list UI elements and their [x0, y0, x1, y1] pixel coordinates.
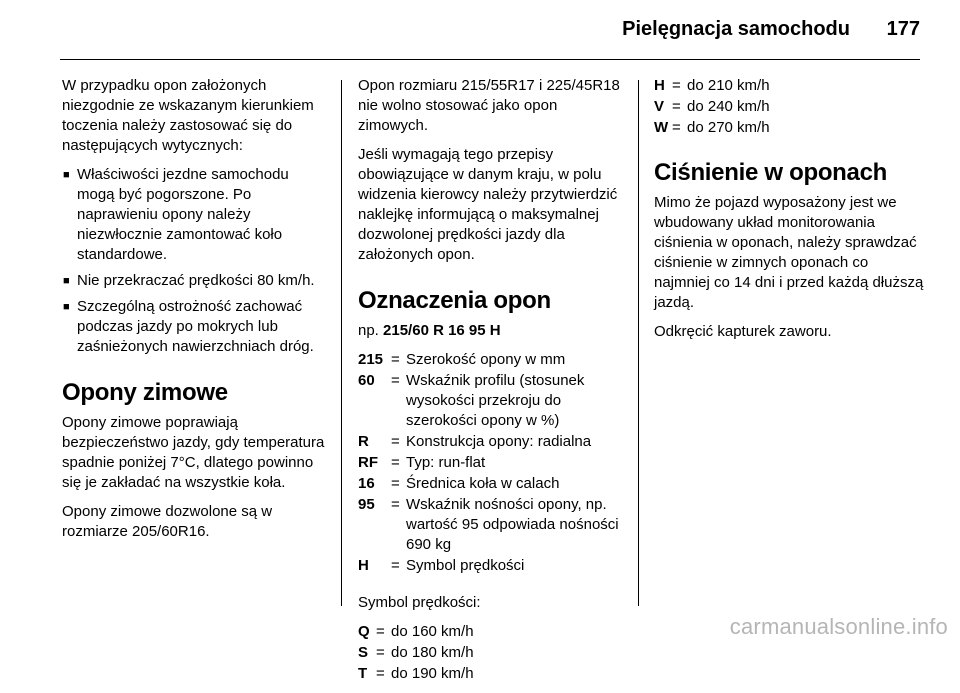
example-prefix: np. [358, 322, 379, 339]
section-heading-winter-tires: Opony zimowe [62, 379, 228, 406]
speed-equals: = [672, 119, 681, 136]
def-value: Symbol prędkości [406, 557, 525, 574]
def-value: Wskaźnik profilu (stosunek wysokości przekroju do szerokości opony w %) [406, 372, 585, 429]
page-title: Pielęgnacja samochodu [622, 18, 850, 40]
def-equals: = [391, 475, 400, 492]
table-row [654, 97, 770, 118]
table-row [358, 622, 474, 643]
table-row [358, 474, 626, 495]
list-item [62, 271, 330, 291]
speed-equals: = [376, 623, 385, 640]
def-value: Szerokość opony w mm [406, 351, 566, 368]
speed-key: T [358, 665, 368, 682]
def-value: Typ: run-flat [406, 454, 486, 471]
speed-value: do 190 km/h [391, 665, 474, 682]
speed-equals: = [672, 98, 681, 115]
speed-key: W [654, 119, 669, 136]
column-divider-2 [638, 80, 639, 606]
intro-paragraph: W przypadku opon założonych niezgodnie ze wskazanym kierunkiem toczenia należy zastosować się do następujących wytycznych: [62, 77, 314, 154]
speed-value: do 210 km/h [687, 77, 770, 94]
speed-key: V [654, 98, 665, 115]
speed-value: do 270 km/h [687, 119, 770, 136]
paragraph: Jeśli wymagają tego przepisy obowiązujące w danym kraju, w polu widzenia kierowcy należy przytwierdzić naklejkę informującą o maksymalnej dozwolonej prędkości jazdy dla założonych opon. [358, 146, 618, 263]
speed-key: S [358, 644, 369, 661]
def-value: Wskaźnik nośności opony, np. wartość 95 odpowiada nośności 690 kg [406, 496, 619, 553]
def-equals: = [391, 496, 400, 513]
table-row [358, 495, 626, 556]
table-row [358, 664, 474, 685]
page-number: 177 [886, 18, 920, 40]
def-key: R [358, 433, 369, 450]
def-equals: = [391, 372, 400, 389]
paragraph: Mimo że pojazd wyposażony jest we wbudowany układ monitorowania ciśnienia w oponach, należy sprawdzać ciśnienie w zimnych oponach co najmniej co 14 dni i przed każdą dłuższą jazdą. [654, 194, 924, 311]
paragraph: Opony zimowe poprawiają bezpieczeństwo jazdy, gdy temperatura spadnie poniżej 7°C, dlatego powinno się je zakładać na wszystkie koła. [62, 414, 325, 491]
bullet-text: Szczególną ostrożność zachować podczas jazdy po mokrych lub zaśnieżonych nawierzchniach dróg. [77, 298, 314, 355]
def-key: 95 [358, 496, 375, 513]
header-rule [60, 59, 920, 60]
paragraph: Odkręcić kapturek zaworu. [654, 323, 832, 340]
def-key: 60 [358, 372, 375, 389]
section-heading-tire-markings: Oznaczenia opon [358, 287, 551, 314]
def-key: H [358, 557, 369, 574]
def-value: Średnica koła w calach [406, 475, 560, 492]
speed-equals: = [376, 644, 385, 661]
page-header [0, 0, 960, 62]
table-row [358, 453, 626, 474]
watermark: carmanualsonline.info [729, 614, 948, 639]
speed-equals: = [376, 665, 385, 682]
paragraph: Opony zimowe dozwolone są w rozmiarze 205/60R16. [62, 503, 273, 540]
bullet-text: Właściwości jezdne samochodu mogą być pogorszone. Po naprawieniu opony należy niezwłocznie zamontować koło standardowe. [77, 166, 289, 263]
table-row [358, 556, 626, 577]
speed-table [358, 622, 474, 685]
def-value: Konstrukcja opony: radialna [406, 433, 592, 450]
speed-equals: = [672, 77, 681, 94]
speed-key: Q [358, 623, 370, 640]
speed-value: do 160 km/h [391, 623, 474, 640]
def-key: 215 [358, 351, 384, 368]
example-code: 215/60 R 16 95 H [383, 322, 501, 339]
table-row [358, 350, 626, 371]
speed-table [654, 76, 770, 139]
def-equals: = [391, 433, 400, 450]
table-row [358, 432, 626, 453]
table-row [654, 118, 770, 139]
def-key: RF [358, 454, 378, 471]
column-divider-1 [341, 80, 342, 606]
speed-value: do 240 km/h [687, 98, 770, 115]
speed-value: do 180 km/h [391, 644, 474, 661]
def-equals: = [391, 454, 400, 471]
def-equals: = [391, 351, 400, 368]
def-key: 16 [358, 475, 375, 492]
list-item [62, 165, 330, 265]
definitions-table [358, 350, 626, 577]
table-row [358, 371, 626, 432]
speed-symbol-label: Symbol prędkości: [358, 594, 481, 611]
bullet-icon: ■ [63, 301, 70, 313]
paragraph: Opon rozmiaru 215/55R17 i 225/45R18 nie wolno stosować jako opon zimowych. [358, 77, 620, 134]
example-line [358, 321, 626, 341]
def-equals: = [391, 557, 400, 574]
section-heading-tire-pressure: Ciśnienie w oponach [654, 159, 887, 186]
column-1 [62, 76, 330, 551]
column-3 [654, 76, 926, 351]
table-row [358, 643, 474, 664]
table-row [654, 76, 770, 97]
bullet-icon: ■ [63, 275, 70, 287]
bullet-icon: ■ [63, 169, 70, 181]
list-item [62, 297, 330, 357]
speed-key: H [654, 77, 665, 94]
column-2 [358, 76, 626, 693]
bullet-text: Nie przekraczać prędkości 80 km/h. [77, 272, 315, 289]
bullet-list [62, 165, 330, 357]
